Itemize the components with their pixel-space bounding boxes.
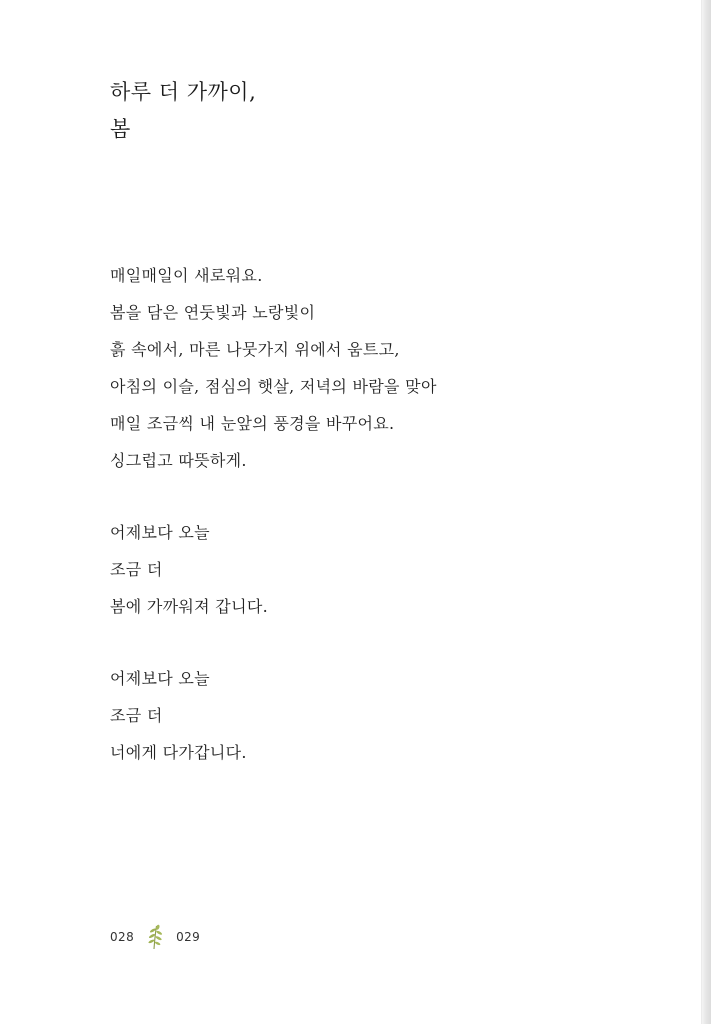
poem-line: 봄을 담은 연둣빛과 노랑빛이 — [110, 303, 316, 322]
right-page-number: 029 — [176, 930, 201, 944]
poem-line: 매일 조금씩 내 눈앞의 풍경을 바꾸어요. — [110, 414, 395, 433]
leaf-sprig-icon — [145, 924, 165, 950]
poem-line: 어제보다 오늘 — [110, 669, 210, 688]
poem-line: 봄에 가까워져 갑니다. — [110, 597, 268, 616]
left-page-number: 028 — [110, 930, 135, 944]
poem-line: 매일매일이 새로워요. — [110, 266, 263, 285]
poem-line: 어제보다 오늘 — [110, 523, 210, 542]
title-line-1: 하루 더 가까이, — [110, 80, 257, 104]
poem-line: 아침의 이슬, 점심의 햇살, 저녁의 바람을 맞아 — [110, 377, 437, 396]
poem-line: 흙 속에서, 마른 나뭇가지 위에서 움트고, — [110, 340, 400, 359]
poem-line: 싱그럽고 따뜻하게. — [110, 451, 247, 470]
stanza-break — [110, 625, 437, 660]
poem-line: 조금 더 — [110, 560, 163, 579]
stanza-break — [110, 479, 437, 514]
page-title — [110, 74, 256, 148]
poem-line: 너에게 다가갑니다. — [110, 743, 247, 762]
page-edge — [701, 0, 711, 1024]
page-folio — [110, 925, 200, 949]
title-line-2: 봄 — [110, 117, 131, 141]
poem-line: 조금 더 — [110, 706, 163, 725]
poem-body — [110, 257, 437, 771]
